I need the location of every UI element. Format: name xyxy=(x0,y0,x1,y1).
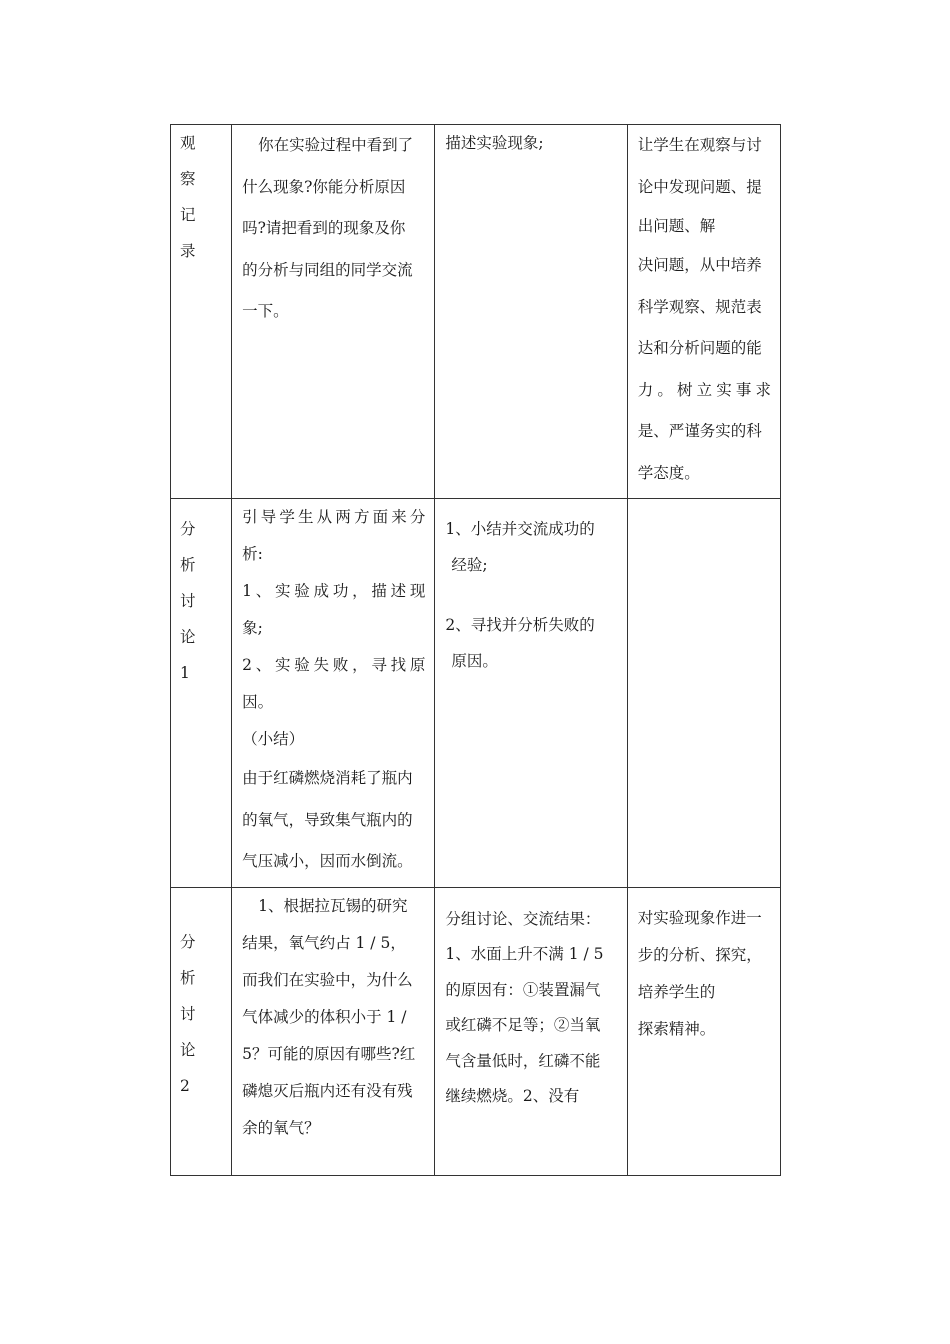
teacher-text-line: 由于红磷燃烧消耗了瓶内 xyxy=(242,769,413,787)
design-intent-cell xyxy=(627,125,780,499)
stage-char: 记 xyxy=(180,206,196,224)
teacher-text-line: 而我们在实验中，为什么 xyxy=(242,970,413,989)
table-row xyxy=(171,887,781,1175)
stage-char: 分 xyxy=(180,932,196,951)
stage-cell xyxy=(171,499,232,888)
teacher-text-line: 的氧气，导致集气瓶内的 xyxy=(242,810,413,829)
teacher-text-line: 磷熄灭后瓶内还有没有残 xyxy=(242,1081,413,1100)
intent-text-line: 学态度。 xyxy=(637,463,700,482)
stage-cell xyxy=(171,125,232,499)
stage-char: 分 xyxy=(180,520,196,538)
teacher-text-line: 结果，氧气约占 1 / 5， xyxy=(242,933,406,952)
teacher-text-line: 5？可能的原因有哪些?红 xyxy=(242,1044,416,1063)
student-text-line: 或红磷不足等；②当氧 xyxy=(445,1016,601,1034)
student-activity-cell xyxy=(435,499,627,888)
intent-text-line: 步的分析、探究， xyxy=(637,945,762,964)
student-text-line: 气含量低时，红磷不能 xyxy=(445,1051,601,1070)
intent-text-line: 科学观察、规范表 xyxy=(637,297,762,316)
teacher-text-line: （小结） xyxy=(242,730,305,748)
teacher-text-line: 因。 xyxy=(242,693,274,711)
intent-text-line: 达和分析问题的能 xyxy=(637,339,762,357)
teacher-text-line: 析: xyxy=(242,545,263,563)
teacher-text-line: 1、实验成功，描述现 xyxy=(242,582,426,600)
intent-text-line: 对实验现象作进一 xyxy=(637,908,762,927)
student-activity-cell xyxy=(435,125,627,499)
student-text-line: 描述实验现象; xyxy=(445,134,544,152)
student-activity-cell xyxy=(435,887,627,1175)
student-text-line: 2、寻找并分析失败的 xyxy=(445,616,595,634)
stage-char: 论 xyxy=(180,628,196,646)
teacher-text-line: 象; xyxy=(242,619,263,637)
student-text-line: 原因。 xyxy=(451,652,498,670)
teacher-text-line: 引导学生从两方面来分 xyxy=(242,508,426,526)
student-text-line: 经验; xyxy=(451,556,488,574)
stage-char: 2 xyxy=(180,1076,190,1095)
teacher-text-line: 1、根据拉瓦锡的研究 xyxy=(258,896,408,915)
student-text-line: 1、水面上升不满 1 / 5 xyxy=(445,945,604,963)
stage-char: 析 xyxy=(180,968,196,987)
stage-char: 1 xyxy=(180,664,190,682)
intent-text-line: 让学生在观察与讨 xyxy=(637,136,762,154)
stage-char: 论 xyxy=(180,1040,196,1059)
teacher-text-line: 气体减少的体积小于 1 / xyxy=(242,1007,407,1026)
design-intent-cell xyxy=(627,887,780,1175)
table-row xyxy=(171,499,781,888)
teacher-text-line: 吗?请把看到的现象及你 xyxy=(242,219,406,237)
intent-text-line: 培养学生的 xyxy=(637,982,716,1001)
student-text-line: 1、小结并交流成功的 xyxy=(445,520,595,538)
stage-char: 观 xyxy=(180,134,196,152)
stage-char: 讨 xyxy=(180,1004,196,1023)
teacher-activity-cell xyxy=(232,887,435,1175)
teacher-activity-cell xyxy=(232,499,435,888)
teacher-text-line: 2、实验失败，寻找原 xyxy=(242,656,426,674)
teacher-text-line: 余的氧气？ xyxy=(242,1118,320,1137)
stage-char: 讨 xyxy=(180,592,196,610)
stage-char: 析 xyxy=(180,556,196,574)
student-text-line: 分组讨论、交流结果： xyxy=(445,909,601,928)
intent-text-line: 出问题、解 xyxy=(637,217,716,235)
teacher-text-line: 一下。 xyxy=(242,302,289,320)
teacher-text-line: 你在实验过程中看到了 xyxy=(258,136,414,154)
design-intent-cell xyxy=(627,499,780,888)
intent-text-line: 是、严谨务实的科 xyxy=(637,422,762,440)
table-row xyxy=(171,125,781,499)
stage-cell xyxy=(171,887,232,1175)
teacher-text-line: 的分析与同组的同学交流 xyxy=(242,260,413,279)
teacher-activity-cell xyxy=(232,125,435,499)
teacher-text-line: 什么现象?你能分析原因 xyxy=(242,177,406,196)
teacher-text-line: 气压减小，因而水倒流。 xyxy=(242,852,413,870)
student-text-line: 的原因有：①装置漏气 xyxy=(445,980,601,999)
lesson-plan-table xyxy=(170,124,781,1176)
intent-text-line: 力。树立实事求 xyxy=(637,380,771,399)
stage-char: 录 xyxy=(180,242,196,260)
intent-text-line: 探索精神。 xyxy=(637,1019,716,1038)
student-text-line: 继续燃烧。2、没有 xyxy=(445,1087,580,1105)
intent-text-line: 决问题，从中培养 xyxy=(637,256,762,274)
intent-text-line: 论中发现问题、提 xyxy=(637,177,762,196)
stage-char: 察 xyxy=(180,170,196,188)
